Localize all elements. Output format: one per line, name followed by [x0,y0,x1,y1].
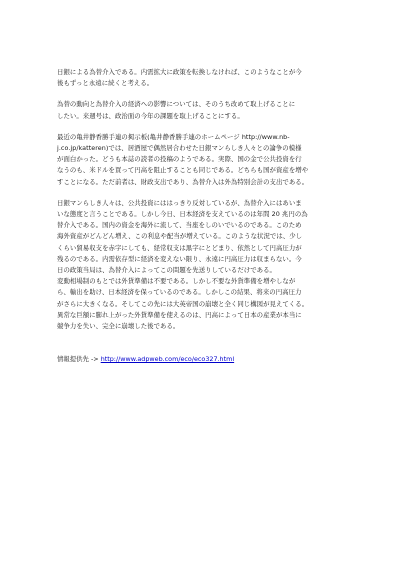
paragraph-boj-stance: 日銀マンらしき人々は、公共投資にははっきり反対しているが、為替介入にはあいま いな態度と言うことである。しかし今日、日本経済を支えているのは年間 20 兆円の為 替介入である。国内の資金を海外に流して、当座をしのいでいるのである。このため 海外資産がどんどん増え、この利息や配当が増えている。このような状況では、少し くらい貿易収支を赤字にしても、経常収支は黒字にとどまり、依然として円高圧力が 残るのである。内需依存型に経済を変えない限り、永遠に円高圧力は収まらない。今 日の政策当局は、為替介入によってこの問題を先送りしているだけである。 [57,198,308,275]
paragraph-intervention: 日銀による為替介入である。内需拡大に政策を転換しなければ、このようなことが今 後もずっと永遠に続くと考える。 [57,68,302,88]
article-body [57,67,355,342]
paragraph-bulletin-board: 最近の亀井静香勝手連の掲示板(亀井静香勝手連のホームページ http://www.nb- j.co.jp/katteren)では、居酒屋で偶然居合わせた日銀マンらしき人々との論争の模様 が面白かった。どうも本誌の読者の投稿のようである。実際、国の金で公共投資を行 なうのも、米ドルを買って円高を阻止することも同じである。どちらも国が資産を増や すことになる。ただ前者は、財政支出であり、為替介入は外為特別会計の支出である。 [57,132,309,186]
paragraph-floating-rate: 変動相場制のもとでは外貨準備は不要である。しかし不要な外貨準備を増やしなが ら、輸出を助け、日本経済を保っているのである。しかしこの結果、将来の円高圧力 がさらに大きくなる。そしてこの先には大英帝国の崩壊と全く同じ構図が見えてくる。 異常な巨額に膨れ上がった外貨準備を使えるのは、円高によって日本の産業が本当に 競争力を失い、完全に崩壊した後である。 [57,277,309,331]
paragraph-next-issue: 為替の動向と為替介入の経済への影響については、そのうち改めて取上げることに したい。来週号は、政治面の今年の課題を取上げることにする。 [57,100,296,120]
source-line [57,354,234,365]
source-link[interactable]: http://www.adpweb.com/eco/eco327.html [100,355,235,363]
source-label: 情報提供先 -> [57,355,101,363]
